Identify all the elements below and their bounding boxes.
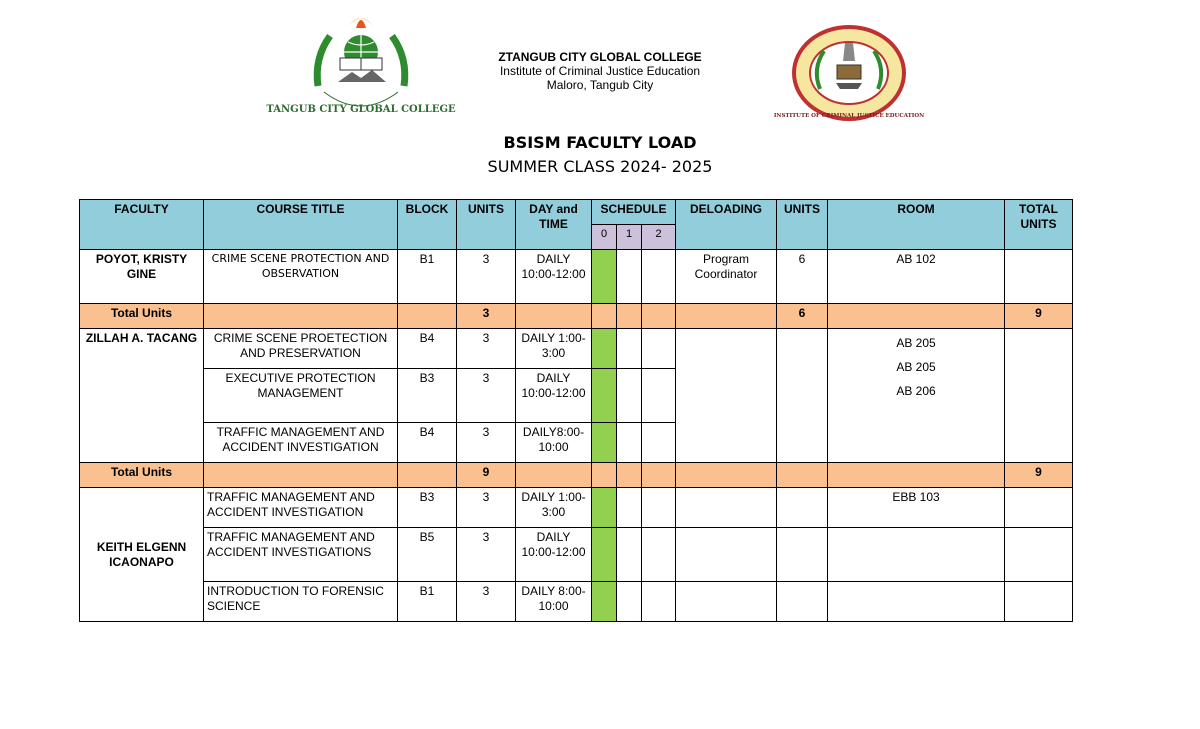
total-label: Total Units <box>80 463 204 488</box>
svg-text:INSTITUTE OF CRIMINAL JUSTICE: INSTITUTE OF CRIMINAL JUSTICE EDUCATION <box>773 113 925 119</box>
day-time: DAILY8:00-10:00 <box>516 423 592 463</box>
room <box>828 582 1005 622</box>
rooms <box>828 329 1005 463</box>
schedule-slot-filled <box>592 582 617 622</box>
schedule-slot <box>642 582 676 622</box>
schedule-slot <box>617 423 642 463</box>
room: EBB 103 <box>828 488 1005 528</box>
block: B3 <box>398 369 457 423</box>
deloading <box>676 528 777 582</box>
schedule-slot <box>642 488 676 528</box>
schedule-slot <box>642 250 676 304</box>
grand-total: 9 <box>1005 304 1073 329</box>
schedule-col-2: 2 <box>642 225 676 250</box>
faculty-name: ZILLAH A. TACANG <box>80 329 204 463</box>
deloading-units: 6 <box>777 250 828 304</box>
schedule-slot-filled <box>592 250 617 304</box>
header-faculty: FACULTY <box>80 200 204 250</box>
units: 3 <box>457 250 516 304</box>
course-title: TRAFFIC MANAGEMENT AND ACCIDENT INVESTIGATIONS <box>204 528 398 582</box>
units: 3 <box>457 528 516 582</box>
header-deloading: DELOADING <box>676 200 777 250</box>
deloading <box>676 329 777 463</box>
units: 3 <box>457 369 516 423</box>
header-row <box>80 200 1073 225</box>
day-time: DAILY 8:00-10:00 <box>516 582 592 622</box>
deloading-units <box>777 582 828 622</box>
deloading: Program Coordinator <box>676 250 777 304</box>
course-title: CRIME SCENE PROETECTION AND PRESERVATION <box>204 329 398 369</box>
table-row <box>80 528 1073 582</box>
course-title: CRIME SCENE PROTECTION AND OBSERVATION <box>204 250 398 304</box>
college-header <box>440 50 760 92</box>
header-units: UNITS <box>457 200 516 250</box>
total-row <box>80 463 1073 488</box>
document-subtitle: SUMMER CLASS 2024- 2025 <box>487 157 713 176</box>
college-address: Maloro, Tangub City <box>546 78 654 92</box>
room <box>828 528 1005 582</box>
day-time: DAILY 10:00-12:00 <box>516 369 592 423</box>
deloading-units <box>777 488 828 528</box>
schedule-slot <box>617 250 642 304</box>
schedule-slot-filled <box>592 528 617 582</box>
total-units <box>1005 488 1073 528</box>
total-units <box>1005 528 1073 582</box>
college-name: ZTANGUB CITY GLOBAL COLLEGE <box>498 50 702 64</box>
header-course-title: COURSE TITLE <box>204 200 398 250</box>
schedule-slot-filled <box>592 329 617 369</box>
day-time: DAILY 10:00-12:00 <box>516 250 592 304</box>
course-title: EXECUTIVE PROTECTION MANAGEMENT <box>204 369 398 423</box>
schedule-slot <box>617 488 642 528</box>
schedule-slot-filled <box>592 488 617 528</box>
day-time: DAILY 1:00-3:00 <box>516 329 592 369</box>
block: B1 <box>398 582 457 622</box>
block: B3 <box>398 488 457 528</box>
block: B4 <box>398 423 457 463</box>
schedule-col-1: 1 <box>617 225 642 250</box>
day-time: DAILY 1:00-3:00 <box>516 488 592 528</box>
day-time: DAILY 10:00-12:00 <box>516 528 592 582</box>
units: 3 <box>457 488 516 528</box>
schedule-slot <box>642 528 676 582</box>
total-label: Total Units <box>80 304 204 329</box>
units: 3 <box>457 423 516 463</box>
course-title: TRAFFIC MANAGEMENT AND ACCIDENT INVESTIGATION <box>204 423 398 463</box>
header-day-time: DAY and TIME <box>516 200 592 250</box>
total-row <box>80 304 1073 329</box>
block: B5 <box>398 528 457 582</box>
deloading-units <box>777 528 828 582</box>
deloading <box>676 488 777 528</box>
course-title: INTRODUCTION TO FORENSIC SCIENCE <box>204 582 398 622</box>
schedule-slot-filled <box>592 423 617 463</box>
table-row <box>80 582 1073 622</box>
header-room: ROOM <box>828 200 1005 250</box>
header-total-units: TOTAL UNITS <box>1005 200 1073 250</box>
total-units-value: 3 <box>457 304 516 329</box>
document-title: BSISM FACULTY LOAD <box>503 133 697 152</box>
total-units <box>1005 582 1073 622</box>
total-units-value: 9 <box>457 463 516 488</box>
svg-text:TANGUB CITY GLOBAL COLLEGE: TANGUB CITY GLOBAL COLLEGE <box>266 104 456 115</box>
header-block: BLOCK <box>398 200 457 250</box>
faculty-name: KEITH ELGENN ICAONAPO <box>80 488 204 622</box>
table-row <box>80 329 1073 369</box>
room: AB 102 <box>828 250 1005 304</box>
institute-name: Institute of Criminal Justice Education <box>499 64 701 78</box>
course-title: TRAFFIC MANAGEMENT AND ACCIDENT INVESTIGATION <box>204 488 398 528</box>
schedule-slot <box>617 582 642 622</box>
tangub-city-global-college-logo <box>266 8 456 130</box>
schedule-slot <box>642 369 676 423</box>
block: B4 <box>398 329 457 369</box>
block: B1 <box>398 250 457 304</box>
table-row <box>80 250 1073 304</box>
deloading-units <box>777 329 828 463</box>
total-units <box>1005 329 1073 463</box>
units: 3 <box>457 329 516 369</box>
room: AB 205 <box>896 360 936 374</box>
institute-of-criminal-justice-education-seal <box>773 23 925 123</box>
schedule-col-0: 0 <box>592 225 617 250</box>
grand-total: 9 <box>1005 463 1073 488</box>
schedule-slot <box>617 329 642 369</box>
total-units <box>1005 250 1073 304</box>
schedule-slot <box>642 329 676 369</box>
table-row <box>80 488 1073 528</box>
schedule-slot-filled <box>592 369 617 423</box>
units: 3 <box>457 582 516 622</box>
faculty-name: POYOT, KRISTY GINE <box>80 250 204 304</box>
deloading <box>676 582 777 622</box>
header-schedule: SCHEDULE <box>592 200 676 225</box>
faculty-load-table <box>79 199 1073 622</box>
total-deloading-units: 6 <box>777 304 828 329</box>
schedule-slot <box>617 369 642 423</box>
room: AB 206 <box>896 384 936 398</box>
header-units-deloading: UNITS <box>777 200 828 250</box>
schedule-slot <box>617 528 642 582</box>
schedule-slot <box>642 423 676 463</box>
room: AB 205 <box>896 336 936 350</box>
